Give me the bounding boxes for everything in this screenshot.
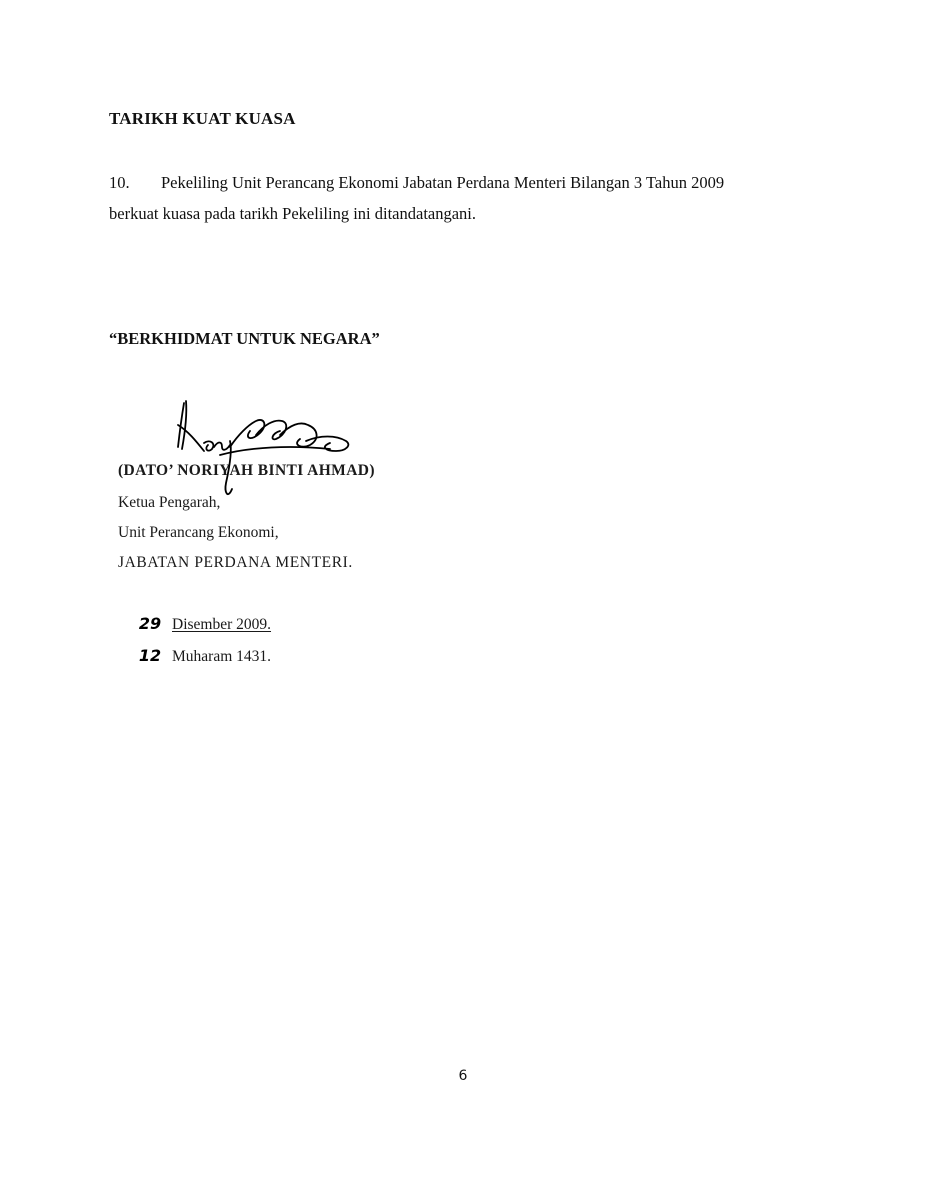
- paragraph-line-2: berkuat kuasa pada tarikh Pekeliling ini ditandatangani.: [109, 204, 477, 223]
- date-hijri-text: Muharam 1431.: [172, 648, 272, 665]
- date-hijri: [128, 646, 271, 666]
- paragraph-line-1: [109, 173, 724, 193]
- handwritten-day-hijri: 12: [138, 646, 162, 665]
- signatory-department: JABATAN PERDANA MENTERI.: [118, 554, 353, 571]
- paragraph-text-1: Pekeliling Unit Perancang Ekonomi Jabatan Perdana Menteri Bilangan 3 Tahun 2009: [161, 173, 725, 192]
- signatory-unit: Unit Perancang Ekonomi,: [118, 524, 279, 541]
- handwritten-signature: [160, 395, 360, 510]
- section-heading: TARIKH KUAT KUASA: [109, 109, 296, 128]
- page-number: 6: [458, 1068, 468, 1084]
- date-gregorian-text: Disember 2009.: [172, 616, 272, 633]
- handwritten-day-gregorian: 29: [138, 614, 162, 633]
- motto: “BERKHIDMAT UNTUK NEGARA”: [109, 329, 380, 348]
- date-gregorian: [128, 614, 271, 634]
- signatory-title: Ketua Pengarah,: [118, 494, 221, 511]
- paragraph-number: 10.: [109, 173, 130, 192]
- signatory-name: (DATO’ NORIYAH BINTI AHMAD): [118, 462, 375, 479]
